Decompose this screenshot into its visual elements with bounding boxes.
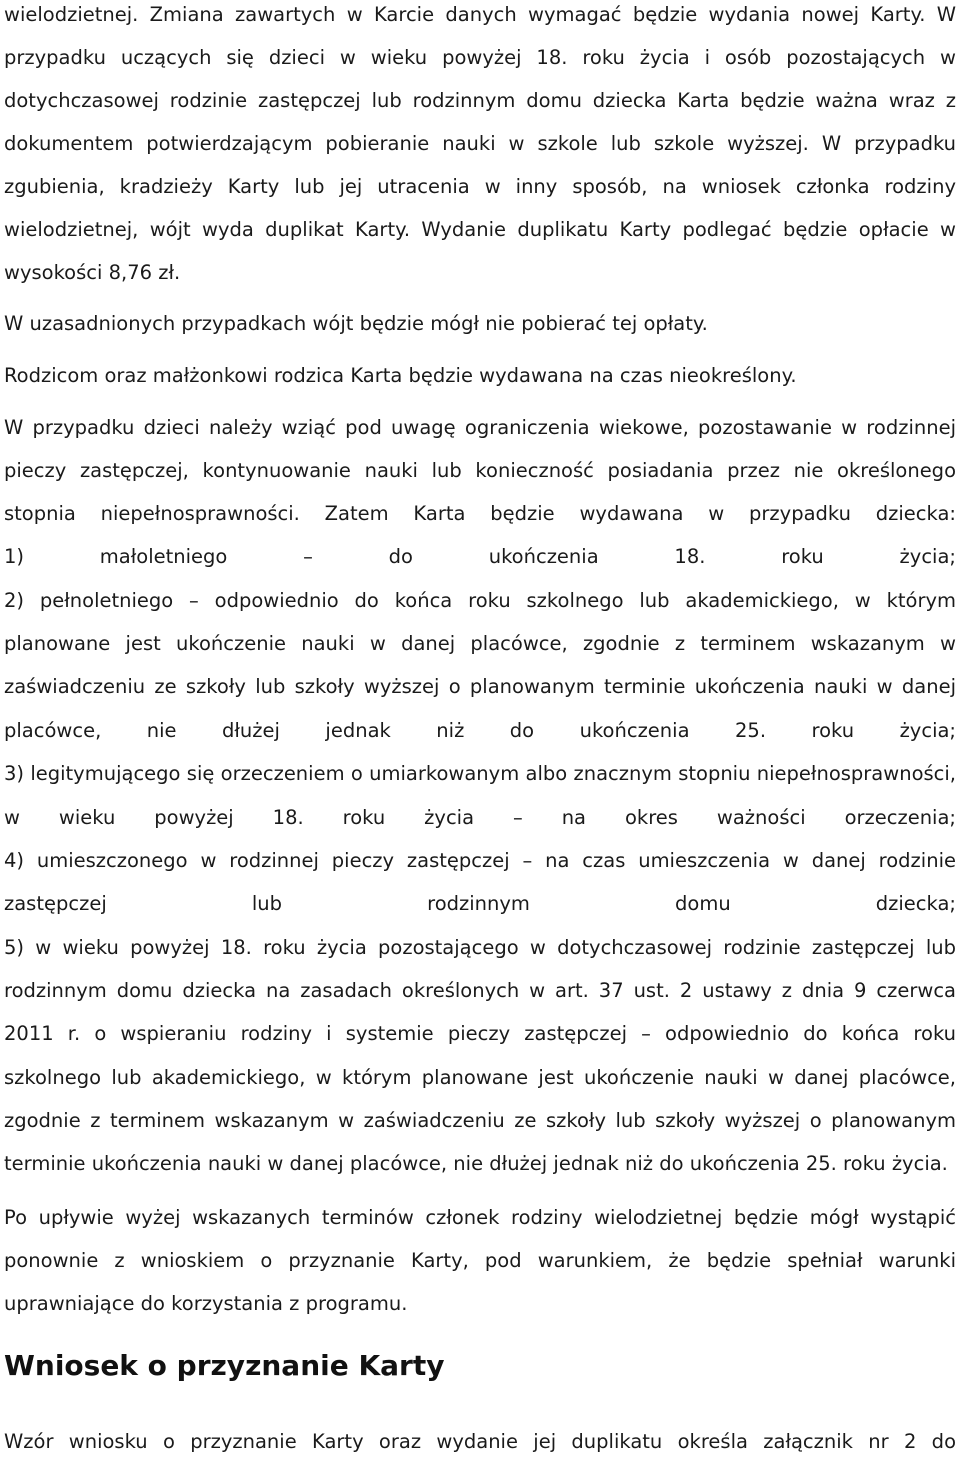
para2-line-1: W uzasadnionych przypadkach wójt będzie mógł nie pobierać tej opłaty. [4,312,708,335]
para5-line-2: ponownie z wnioskiem o przyznanie Karty, pod warunkiem, że będzie spełniał warunki [4,1249,956,1272]
para1-line-5: zgubienia, kradzieży Karty lub jej utracenia w inny sposób, na wniosek członka rodziny [4,175,956,198]
para4-line-5: 2) pełnoletniego – odpowiednio do końca roku szkolnego lub akademickiego, w którym [4,589,956,612]
para4-line-14: rodzinnym domu dziecka na zasadach określonych w art. 37 ust. 2 ustawy z dnia 9 czerwca [4,979,956,1002]
para4-line-16: szkolnego lub akademickiego, w którym planowane jest ukończenie nauki w danej placówce, [4,1066,956,1089]
para4-line-6: planowane jest ukończenie nauki w danej placówce, zgodnie z terminem wskazanym w [4,632,956,655]
para4-line-12: zastępczej lub rodzinnym domu dziecka; [4,892,956,915]
para5-line-3: uprawniające do korzystania z programu. [4,1292,408,1315]
para5-line-1: Po upływie wyżej wskazanych terminów członek rodziny wielodzietnej będzie mógł wystąpić [4,1206,956,1229]
para4-line-18: terminie ukończenia nauki w danej placówce, nie dłużej jednak niż do ukończenia 25. roku życia. [4,1152,948,1175]
para4-line-1: W przypadku dzieci należy wziąć pod uwagę ograniczenia wiekowe, pozostawanie w rodzinnej [4,416,956,439]
para4-line-8: placówce, nie dłużej jednak niż do ukończenia 25. roku życia; [4,719,956,742]
para1-line-4: dokumentem potwierdzającym pobieranie nauki w szkole lub szkole wyższej. W przypadku [4,132,956,155]
para4-line-11: 4) umieszczonego w rodzinnej pieczy zastępczej – na czas umieszczenia w danej rodzinie [4,849,956,872]
para4-line-15: 2011 r. o wspieraniu rodziny i systemie pieczy zastępczej – odpowiednio do końca roku [4,1022,956,1045]
para4-line-17: zgodnie z terminem wskazanym w zaświadczeniu ze szkoły lub szkoły wyższej o planowanym [4,1109,956,1132]
para3-line-1: Rodzicom oraz małżonkowi rodzica Karta będzie wydawana na czas nieokreślony. [4,364,797,387]
para4-line-7: zaświadczeniu ze szkoły lub szkoły wyższej o planowanym terminie ukończenia nauki w danej [4,675,956,698]
para1-line-3: dotychczasowej rodzinie zastępczej lub rodzinnym domu dziecka Karta będzie ważna wraz z [4,89,956,112]
para4-line-3: stopnia niepełnosprawności. Zatem Karta będzie wydawana w przypadku dziecka: [4,502,956,525]
para1-line-1: wielodzietnej. Zmiana zawartych w Karcie danych wymagać będzie wydania nowej Karty. W [4,3,956,26]
para6-line-1: Wzór wniosku o przyznanie Karty oraz wydanie jej duplikatu określa załącznik nr 2 do [4,1430,956,1453]
para4-line-2: pieczy zastępczej, kontynuowanie nauki lub konieczność posiadania przez nie określonego [4,459,956,482]
para4-line-13: 5) w wieku powyżej 18. roku życia pozostającego w dotychczasowej rodzinie zastępczej lub [4,936,956,959]
para1-line-7: wysokości 8,76 zł. [4,261,181,284]
para4-line-4: 1) małoletniego – do ukończenia 18. roku życia; [4,545,956,568]
para4-line-10: w wieku powyżej 18. roku życia – na okres ważności orzeczenia; [4,806,956,829]
para1-line-6: wielodzietnej, wójt wyda duplikat Karty. Wydanie duplikatu Karty podlegać będzie opłacie w [4,218,956,241]
section-heading: Wniosek o przyznanie Karty [4,1349,445,1382]
para4-line-9: 3) legitymującego się orzeczeniem o umiarkowanym albo znacznym stopniu niepełnosprawności, [4,762,956,785]
para1-line-2: przypadku uczących się dzieci w wieku powyżej 18. roku życia i osób pozostających w [4,46,956,69]
